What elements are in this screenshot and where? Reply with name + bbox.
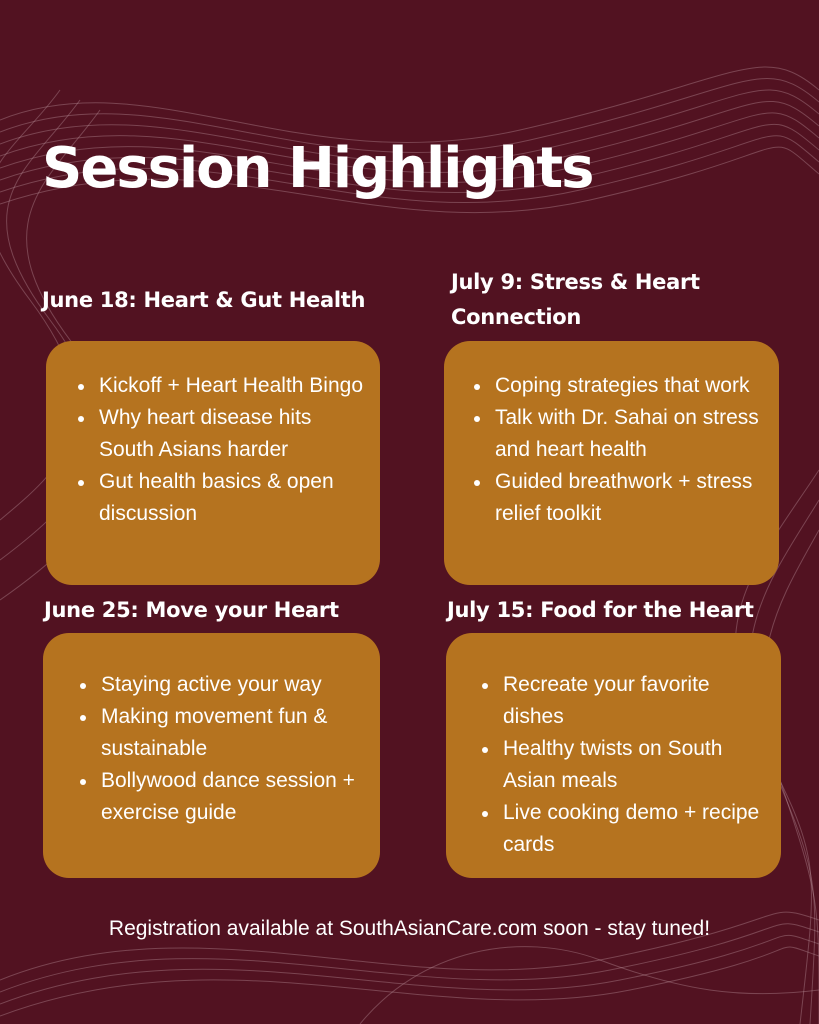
session-card-july-9 — [444, 341, 779, 585]
session-card-june-25 — [43, 633, 380, 878]
list-item: Bollywood dance session + exercise guide — [78, 765, 368, 829]
registration-footer: Registration available at SouthAsianCare.com soon - stay tuned! — [108, 917, 711, 940]
list-item: Guided breathwork + stress relief toolkit — [472, 466, 764, 530]
list-item: Gut health basics & open discussion — [76, 466, 366, 530]
list-item: Why heart disease hits South Asians harder — [76, 402, 366, 466]
list-item: Talk with Dr. Sahai on stress and heart health — [472, 402, 764, 466]
page-title: Session Highlights — [42, 136, 593, 201]
session-heading-june-25: June 25: Move your Heart — [44, 598, 339, 622]
session-heading-july-15: July 15: Food for the Heart — [447, 598, 754, 622]
list-item: Staying active your way — [78, 669, 368, 701]
session-list — [472, 370, 764, 530]
list-item: Live cooking demo + recipe cards — [480, 797, 770, 861]
session-card-june-18 — [46, 341, 380, 585]
session-list — [76, 370, 366, 530]
session-heading-june-18: June 18: Heart & Gut Health — [42, 288, 366, 312]
session-list — [480, 669, 770, 861]
list-item: Kickoff + Heart Health Bingo — [76, 370, 366, 402]
list-item: Coping strategies that work — [472, 370, 764, 402]
session-heading-july-9: July 9: Stress & Heart Connection — [451, 270, 700, 329]
session-list — [78, 669, 368, 829]
session-card-july-15 — [446, 633, 781, 878]
list-item: Making movement fun & sustainable — [78, 701, 368, 765]
list-item: Recreate your favorite dishes — [480, 669, 770, 733]
list-item: Healthy twists on South Asian meals — [480, 733, 770, 797]
